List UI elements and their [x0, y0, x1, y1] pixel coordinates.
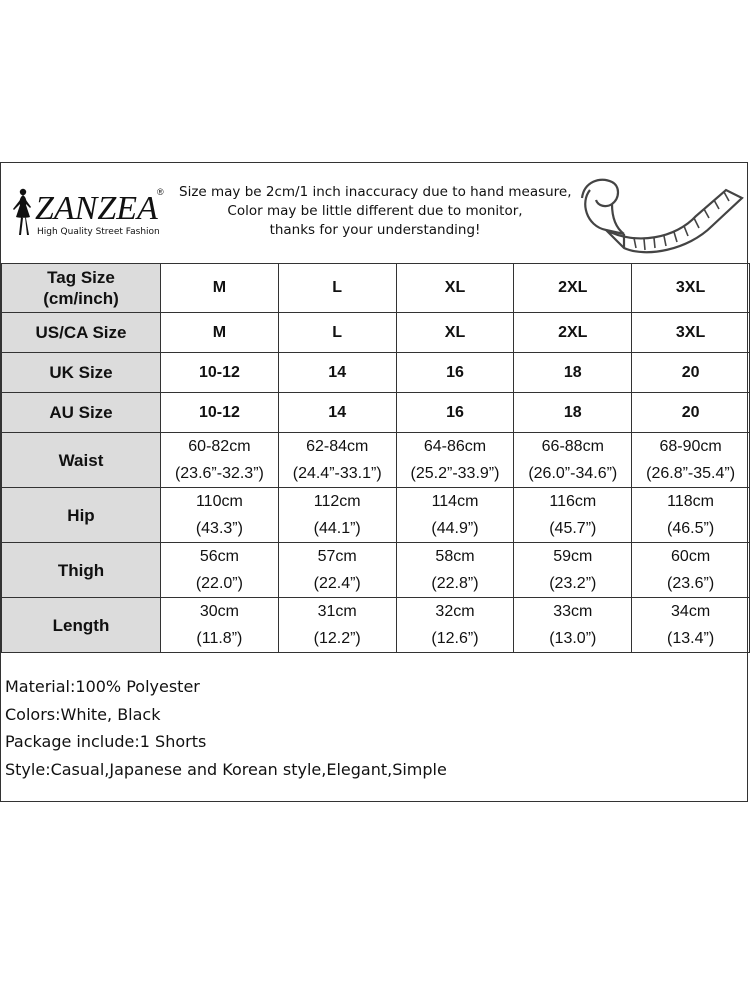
inch-value: (23.2”) [549, 575, 597, 592]
table-cell [514, 488, 632, 543]
table-cell [278, 488, 396, 543]
inch-value: (23.6”-32.3”) [174, 465, 264, 482]
size-header-cell: L [278, 264, 396, 313]
inch-value: (12.2”) [313, 630, 361, 647]
row-label: UK Size [2, 353, 161, 393]
cm-value: 33cm [553, 603, 593, 620]
table-cell: 14 [278, 393, 396, 433]
cm-value: 58cm [435, 548, 475, 565]
tag-size-header [2, 264, 161, 313]
inch-value: (13.0”) [549, 630, 597, 647]
row-label: US/CA Size [2, 313, 161, 353]
cm-value: 68-90cm [659, 438, 722, 455]
table-cell [396, 433, 514, 488]
table-cell: M [161, 313, 279, 353]
table-cell [278, 598, 396, 653]
size-header-cell: XL [396, 264, 514, 313]
cm-value: 30cm [199, 603, 239, 620]
inch-value: (26.8”-35.4”) [646, 465, 736, 482]
inch-value: (22.0”) [195, 575, 243, 592]
size-table [1, 263, 750, 653]
measuring-tape-icon [576, 168, 746, 258]
table-cell: 10-12 [161, 353, 279, 393]
table-cell: 10-12 [161, 393, 279, 433]
inch-value: (26.0”-34.6”) [528, 465, 618, 482]
table-cell: 2XL [514, 313, 632, 353]
inch-value: (22.4”) [313, 575, 361, 592]
tag-size-label: Tag Size [47, 268, 115, 287]
table-cell [278, 543, 396, 598]
table-row [2, 433, 750, 488]
cm-value: 60-82cm [188, 438, 251, 455]
table-cell [632, 598, 750, 653]
cm-value: 31cm [317, 603, 357, 620]
table-cell: 20 [632, 353, 750, 393]
table-cell: 18 [514, 393, 632, 433]
table-cell: 18 [514, 353, 632, 393]
inch-value: (46.5”) [667, 520, 715, 537]
row-label: Length [2, 598, 161, 653]
brand-tagline: High Quality Street Fashion [37, 227, 160, 237]
inch-value: (45.7”) [549, 520, 597, 537]
row-label: Waist [2, 433, 161, 488]
table-cell [396, 488, 514, 543]
table-cell [514, 543, 632, 598]
notice-line: Size may be 2cm/1 inch inaccuracy due to hand measure, [179, 184, 572, 200]
table-cell [278, 433, 396, 488]
table-cell: L [278, 313, 396, 353]
inch-value: (13.4”) [667, 630, 715, 647]
table-cell [514, 433, 632, 488]
notice-line: thanks for your understanding! [269, 222, 481, 238]
cm-value: 118cm [667, 493, 714, 510]
cm-value: 110cm [195, 493, 243, 510]
cm-value: 56cm [199, 548, 239, 565]
brand-logo [9, 183, 179, 253]
inch-value: (44.1”) [313, 520, 361, 537]
size-header-cell: 2XL [514, 264, 632, 313]
table-header-row [2, 264, 750, 313]
table-cell [632, 543, 750, 598]
table-cell [161, 433, 279, 488]
product-info [5, 673, 447, 783]
cm-value: 57cm [317, 548, 357, 565]
table-cell [161, 488, 279, 543]
size-chart-card [0, 162, 748, 802]
cm-value: 66-88cm [541, 438, 604, 455]
cm-value: 59cm [553, 548, 593, 565]
inch-value: (12.6”) [431, 630, 479, 647]
cm-value: 60cm [671, 548, 711, 565]
table-cell: 20 [632, 393, 750, 433]
registered-mark: ® [157, 187, 164, 197]
table-cell [161, 543, 279, 598]
inch-value: (44.9”) [431, 520, 479, 537]
inch-value: (22.8”) [431, 575, 479, 592]
table-cell [632, 433, 750, 488]
measurement-notice [179, 183, 571, 240]
table-row [2, 488, 750, 543]
cm-value: 112cm [313, 493, 361, 510]
size-header-cell: M [161, 264, 279, 313]
table-cell [632, 488, 750, 543]
size-header-cell: 3XL [632, 264, 750, 313]
material-line: Material:100% Polyester [5, 677, 200, 696]
colors-line: Colors:White, Black [5, 704, 161, 724]
cm-value: 116cm [549, 493, 597, 510]
cm-value: 62-84cm [306, 438, 369, 455]
inch-value: (25.2”-33.9”) [410, 465, 500, 482]
table-cell: 14 [278, 353, 396, 393]
style-line: Style:Casual,Japanese and Korean style,Elegant,Simple [5, 759, 447, 779]
package-line: Package include:1 Shorts [5, 732, 207, 751]
table-cell [396, 598, 514, 653]
brand-name: ZANZEA [35, 190, 158, 227]
table-row [2, 393, 750, 433]
row-label: Hip [2, 488, 161, 543]
chart-header [1, 163, 747, 263]
table-row [2, 313, 750, 353]
cm-value: 64-86cm [423, 438, 487, 455]
table-cell: 3XL [632, 313, 750, 353]
table-cell: XL [396, 313, 514, 353]
inch-value: (43.3”) [195, 520, 243, 537]
table-cell [396, 543, 514, 598]
cm-value: 34cm [671, 603, 711, 620]
inch-value: (23.6”) [667, 575, 715, 592]
inch-value: (24.4”-33.1”) [292, 465, 382, 482]
cm-value: 32cm [435, 603, 475, 620]
notice-line: Color may be little different due to monitor, [227, 203, 523, 219]
table-cell: 16 [396, 393, 514, 433]
cm-value: 114cm [431, 493, 479, 510]
row-label: AU Size [2, 393, 161, 433]
table-row [2, 598, 750, 653]
table-row [2, 543, 750, 598]
inch-value: (11.8”) [196, 630, 243, 647]
table-cell [514, 598, 632, 653]
woman-silhouette-icon [9, 187, 35, 239]
table-row [2, 353, 750, 393]
table-cell [161, 598, 279, 653]
tag-size-unit: (cm/inch) [43, 289, 119, 308]
table-cell: 16 [396, 353, 514, 393]
row-label: Thigh [2, 543, 161, 598]
